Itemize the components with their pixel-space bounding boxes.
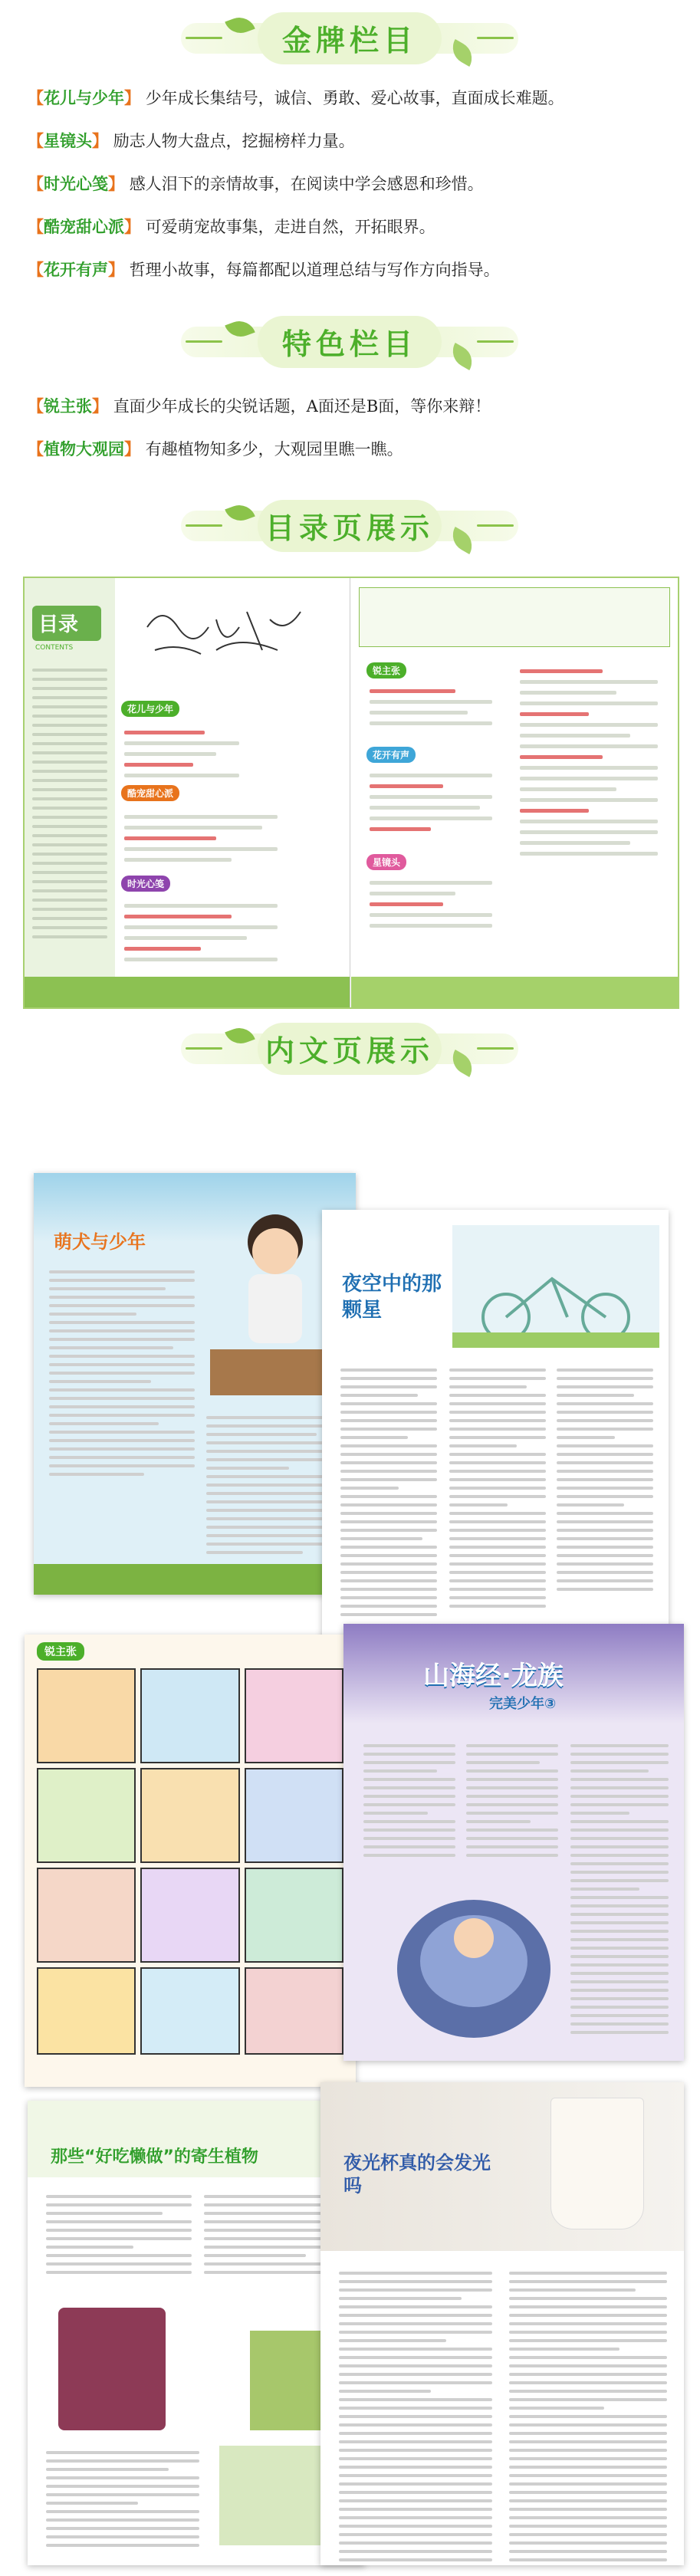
content-pages-banner — [181, 1021, 518, 1076]
page-title: 萌犬与少年 — [54, 1231, 146, 1253]
section-title: 金牌栏目 — [281, 24, 417, 58]
toc-left-page — [25, 578, 350, 1007]
column-item: 【时光心笺】 感人泪下的亲情故事，在阅读中学会感恩和珍惜。 — [28, 175, 484, 193]
page-title: 山海经·龙族 — [423, 1661, 564, 1691]
content-page-4 — [343, 1624, 684, 2061]
toc-category: 时光心笺 — [121, 876, 170, 892]
page-subtitle: 完美少年③ — [489, 1696, 557, 1712]
toc-category: 酷宠甜心派 — [121, 785, 179, 801]
toc-spread — [23, 577, 679, 1009]
column-item: 【花开有声】 哲理小故事，每篇都配以道理总结与写作方向指导。 — [28, 261, 500, 279]
content-page-1 — [34, 1173, 356, 1595]
toc-heading: 目录 — [38, 613, 79, 636]
column-item: 【花儿与少年】 少年成长集结号，诚信、勇敢、爱心故事，直面成长难题。 — [28, 89, 564, 107]
comic-panels — [37, 1668, 343, 2055]
column-item: 【植物大观园】 有趣植物知多少，大观园里瞧一瞧。 — [28, 440, 403, 458]
feature-columns-list — [28, 385, 687, 471]
section-title: 特色栏目 — [281, 327, 417, 361]
cup-illustration — [550, 2098, 644, 2229]
toc-subheading: CONTENTS — [35, 644, 74, 652]
section-title: 目录页展示 — [265, 511, 434, 545]
content-page-6 — [320, 2082, 684, 2565]
toc-category: 星镜头 — [366, 854, 406, 870]
column-item: 【锐主张】 直面少年成长的尖锐话题，A面还是B面，等你来辩！ — [28, 397, 491, 416]
content-page-5 — [28, 2101, 365, 2565]
feature-columns-banner — [181, 314, 518, 370]
toc-category: 锐主张 — [366, 662, 406, 678]
machine-illustration — [389, 1846, 558, 2045]
plant-photo — [58, 2308, 166, 2430]
gold-columns-list — [28, 77, 687, 291]
calligraphy-illustration — [140, 596, 316, 665]
section-title: 内文页展示 — [265, 1034, 434, 1068]
page-title: 那些“好吃懒做”的寄生植物 — [51, 2147, 258, 2167]
page-tag: 锐主张 — [37, 1642, 84, 1661]
toc-right-page — [351, 578, 678, 1007]
page-title: 夜光杯真的会发光吗 — [343, 2152, 491, 2196]
content-page-3 — [25, 1635, 356, 2087]
column-item: 【酷宠甜心派】 可爱萌宠故事集，走进自然，开拓眼界。 — [28, 218, 435, 236]
gold-columns-banner — [181, 11, 518, 66]
bicycle-illustration — [452, 1225, 659, 1348]
page-title: 夜空中的那颗星 — [342, 1273, 442, 1322]
content-page-2 — [322, 1210, 669, 1647]
column-item: 【星镜头】 励志人物大盘点，挖掘榜样力量。 — [28, 132, 355, 150]
toc-banner — [181, 498, 518, 554]
toc-category: 花儿与少年 — [121, 701, 179, 717]
toc-category: 花开有声 — [366, 747, 416, 763]
